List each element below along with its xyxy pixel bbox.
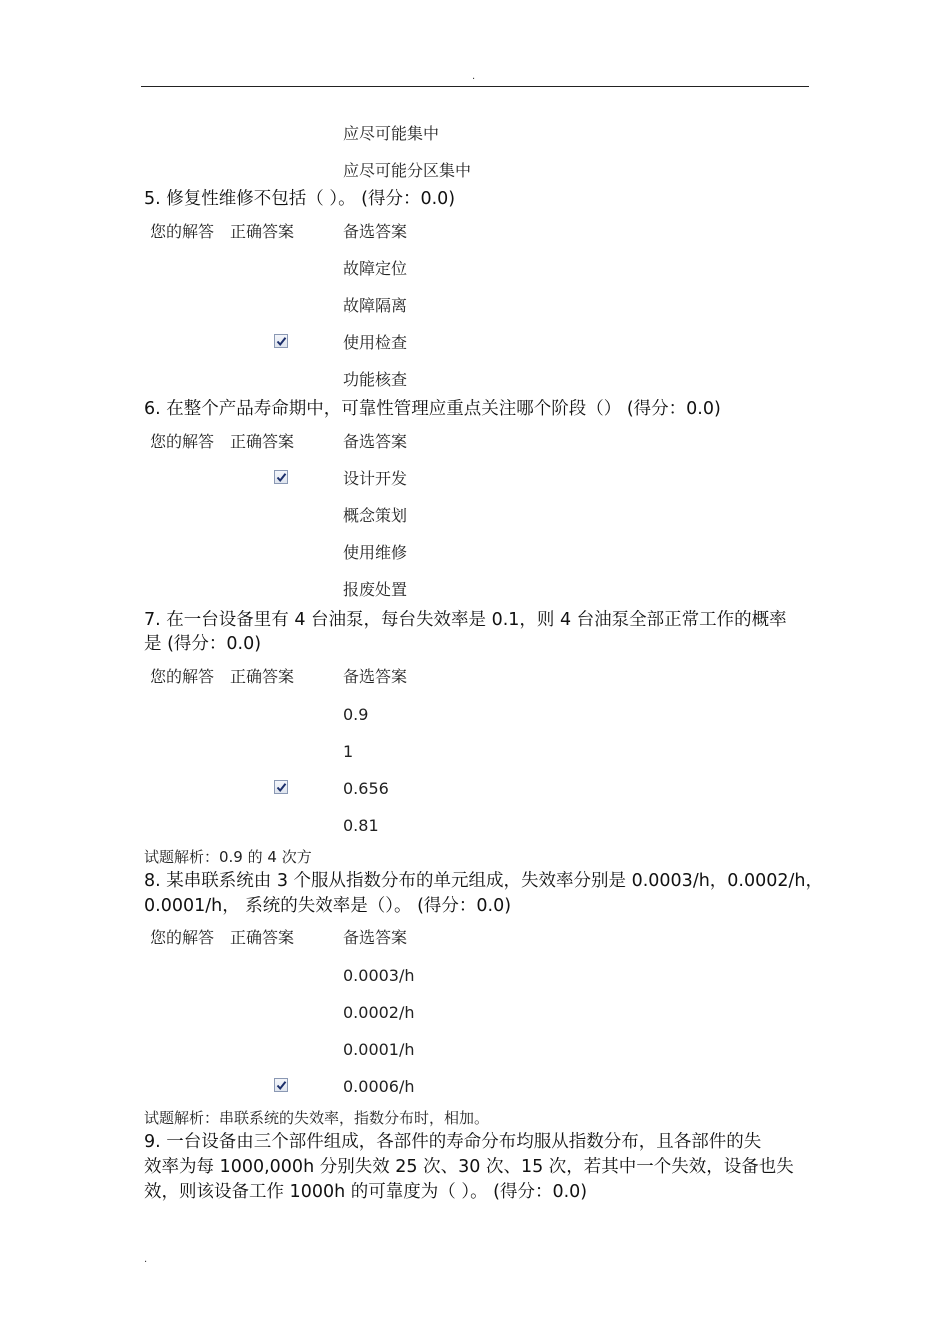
header-rule — [141, 86, 809, 87]
option-text: 使用维修 — [343, 543, 408, 562]
option-text: 0.0001/h — [343, 1040, 415, 1059]
question-8-explanation: 试题解析：串联系统的失效率，指数分布时，相加。 — [144, 1109, 490, 1127]
question-7-title-line1: 7. 在一台设备里有 4 台油泵，每台失效率是 0.1，则 4 台油泵全部正常工作的概率 — [144, 610, 787, 630]
option-text: 0.81 — [343, 816, 379, 835]
option-text: 0.9 — [343, 705, 369, 724]
option-text: 1 — [343, 742, 354, 761]
option-text: 0.0003/h — [343, 966, 415, 985]
correct-answer-checkbox — [274, 334, 288, 348]
header-correct-answer: 正确答案 — [230, 928, 295, 947]
check-icon — [276, 782, 287, 793]
check-icon — [276, 472, 287, 483]
header-your-answer: 您的解答 — [150, 667, 215, 686]
correct-answer-checkbox — [274, 780, 288, 794]
correct-answer-checkbox — [274, 470, 288, 484]
header-options: 备选答案 — [343, 222, 408, 241]
header-correct-answer: 正确答案 — [230, 432, 295, 451]
option-text: 概念策划 — [343, 506, 408, 525]
option-text: 设计开发 — [343, 469, 408, 488]
question-5-title: 5. 修复性维修不包括（ ）。 (得分：0.0) — [144, 189, 456, 209]
question-9-title-line2: 效率为每 1000,000h 分别失效 25 次、30 次、15 次，若其中一个失效，设备也失 — [144, 1157, 794, 1177]
check-icon — [276, 336, 287, 347]
header-options: 备选答案 — [343, 432, 408, 451]
option-text: 使用检查 — [343, 333, 408, 352]
question-7-title-line2: 是 (得分：0.0) — [144, 634, 262, 654]
question-9-title-line3: 效，则该设备工作 1000h 的可靠度为（ ）。 (得分：0.0) — [144, 1182, 588, 1202]
option-text: 故障定位 — [343, 259, 408, 278]
question-9-title-line1: 9. 一台设备由三个部件组成，各部件的寿命分布均服从指数分布，且各部件的失 — [144, 1132, 762, 1152]
header-correct-answer: 正确答案 — [230, 667, 295, 686]
header-options: 备选答案 — [343, 928, 408, 947]
option-text: 0.656 — [343, 779, 389, 798]
option-text: 功能核查 — [343, 370, 408, 389]
option-text: 0.0006/h — [343, 1077, 415, 1096]
footer-mark: . — [144, 1254, 148, 1265]
option-text: 故障隔离 — [343, 296, 408, 315]
correct-answer-checkbox — [274, 1078, 288, 1092]
header-your-answer: 您的解答 — [150, 432, 215, 451]
question-8-title-line1: 8. 某串联系统由 3 个服从指数分布的单元组成，失效率分别是 0.0003/h，0.0002/h， — [144, 871, 824, 891]
option-text: 报废处置 — [343, 580, 408, 599]
check-icon — [276, 1080, 287, 1091]
option-text: 应尽可能分区集中 — [343, 161, 472, 180]
header-your-answer: 您的解答 — [150, 222, 215, 241]
question-7-explanation: 试题解析：0.9 的 4 次方 — [144, 848, 312, 866]
header-your-answer: 您的解答 — [150, 928, 215, 947]
question-6-title: 6. 在整个产品寿命期中，可靠性管理应重点关注哪个阶段（） (得分：0.0) — [144, 399, 721, 419]
question-8-title-line2: 0.0001/h， 系统的失效率是（）。 (得分：0.0) — [144, 896, 512, 916]
header-correct-answer: 正确答案 — [230, 222, 295, 241]
option-text: 应尽可能集中 — [343, 124, 440, 143]
header-mark: . — [472, 71, 476, 82]
option-text: 0.0002/h — [343, 1003, 415, 1022]
header-options: 备选答案 — [343, 667, 408, 686]
